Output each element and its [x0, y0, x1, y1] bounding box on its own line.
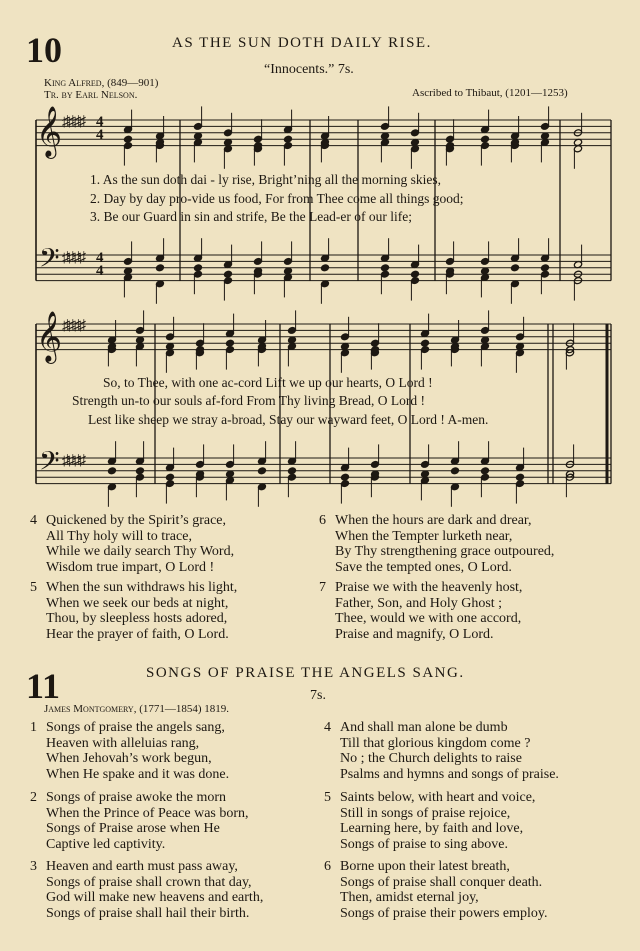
verse-line: Songs of praise shall conquer death. — [340, 874, 543, 890]
verse-number: 6 — [324, 859, 331, 874]
hymn-11-author: James Montgomery, (1771—1854) 1819. — [44, 703, 230, 715]
verse-line: Captive led captivity. — [46, 836, 166, 852]
time-signature — [96, 116, 104, 142]
system1-lyric-line3: 3. Be our Guard in sin and strife, Be the Lead-er of our life; — [90, 209, 413, 224]
verse-line: When the hours are dark and drear, — [335, 513, 532, 528]
time-sig-bottom: 4 — [96, 127, 104, 143]
verse-line: When the Prince of Peace was born, — [46, 805, 249, 821]
verse-line: Thou, by sleepless hosts adored, — [46, 611, 228, 627]
verse-line: All Thy holy will to trace, — [46, 528, 192, 544]
hymn-10-attribution: Ascribed to Thibaut, (1201—1253) — [412, 87, 568, 99]
verse-number: 4 — [30, 513, 37, 528]
treble-clef-icon: 𝄞 — [36, 107, 63, 156]
hymn-10-number: 10 — [26, 30, 62, 70]
hymn-11-meter: 7s. — [310, 688, 326, 703]
system2-lyric-line3: Lest like sheep we stray a-broad, Stay our wayward feet, O Lord ! A-men. — [88, 412, 489, 427]
hymn-11-verse-2 — [30, 790, 320, 852]
verse-line: Hear the prayer of faith, O Lord. — [46, 626, 229, 642]
verse-line: Songs of praise the angels sang, — [46, 720, 225, 735]
verse-line: God will make new heavens and earth, — [46, 890, 264, 906]
verse-line: Save the tempted ones, O Lord. — [335, 559, 512, 575]
verse-number: 4 — [324, 720, 331, 735]
verse-line: Saints below, with heart and voice, — [340, 790, 536, 805]
verse-line: When He spake and it was done. — [46, 766, 230, 782]
verse-line: No ; the Church delights to raise — [340, 751, 522, 767]
hymn-10-title: AS THE SUN DOTH DAILY RISE. — [172, 35, 432, 51]
verse-line: Songs of praise shall hail their birth. — [46, 905, 250, 921]
bass-clef-icon: 𝄢 — [39, 446, 60, 482]
verse-line: Learning here, by faith and love, — [340, 821, 524, 837]
verse-line: Quickened by the Spirit’s grace, — [46, 513, 227, 528]
verse-line: And shall man alone be dumb — [340, 720, 508, 735]
treble-clef-icon: 𝄞 — [36, 312, 63, 361]
hymn-10-verse-6 — [319, 513, 619, 575]
verse-line: While we daily search Thy Word, — [46, 544, 235, 560]
verse-line: Psalms and hymns and songs of praise. — [340, 766, 559, 782]
hymn-10-verse-7 — [319, 580, 619, 642]
verse-number: 6 — [319, 513, 326, 528]
verse-line: Thee, would we with one accord, — [335, 611, 522, 627]
verse-line: When we seek our beds at night, — [46, 595, 229, 611]
verse-number: 7 — [319, 580, 326, 595]
hymn-11-verse-6 — [324, 859, 624, 921]
verse-number: 5 — [30, 580, 37, 595]
hymn-11-verse-3 — [30, 859, 320, 921]
verse-line: By Thy strengthening grace outpoured, — [335, 544, 555, 560]
verse-line: Wisdom true impart, O Lord ! — [46, 559, 215, 575]
hymn-11-verse-5 — [324, 790, 624, 852]
verse-line: When Jehovah’s work begun, — [46, 751, 212, 767]
verse-number: 2 — [30, 790, 37, 805]
verse-line: Still in songs of praise rejoice, — [340, 805, 511, 821]
verse-line: Songs of praise to sing above. — [340, 836, 508, 852]
hymn-11-number: 11 — [26, 666, 61, 706]
verse-line: When the Tempter lurketh near, — [335, 528, 513, 544]
time-sig-top: 4 — [96, 250, 104, 266]
verse-line: Heaven and earth must pass away, — [46, 859, 238, 874]
verse-line: Till that glorious kingdom come ? — [340, 735, 531, 751]
key-signature-sharps: ♯♯♯♯ — [62, 318, 84, 334]
key-signature-sharps: ♯♯♯♯ — [62, 453, 84, 469]
verse-line: Borne upon their latest breath, — [340, 859, 510, 874]
system1-lyric-line1: 1. As the sun doth dai - ly rise, Bright’ning all the morning skies, — [90, 172, 441, 187]
time-sig-bottom: 4 — [96, 263, 104, 279]
hymn-10-author-line2: Tr. by Earl Nelson. — [44, 89, 138, 101]
time-sig-top: 4 — [96, 114, 104, 130]
verse-number: 1 — [30, 720, 37, 735]
verse-line: Father, Son, and Holy Ghost ; — [335, 595, 503, 611]
time-signature — [96, 252, 104, 278]
system2-lyric-line2: Strength un-to our souls af-ford From Thy living Bread, O Lord ! — [72, 393, 425, 408]
verse-line: Songs of praise shall crown that day, — [46, 874, 252, 890]
verse-line: Praise we with the heavenly host, — [335, 580, 523, 595]
verse-number: 5 — [324, 790, 331, 805]
key-signature-sharps: ♯♯♯♯ — [62, 250, 84, 266]
verse-line: Songs of praise their powers employ. — [340, 905, 548, 921]
verse-line: Praise and magnify, O Lord. — [335, 626, 494, 642]
hymn-11-title: SONGS OF PRAISE THE ANGELS SANG. — [146, 665, 465, 681]
hymn-11-verse-4 — [324, 720, 624, 782]
bass-clef-icon: 𝄢 — [39, 243, 60, 279]
notes — [107, 106, 582, 506]
verse-line: Songs of Praise arose when He — [46, 821, 220, 837]
verse-line: When the sun withdraws his light, — [46, 580, 238, 595]
verse-line: Then, amidst eternal joy, — [340, 890, 479, 906]
hymn-11-verse-1 — [30, 720, 320, 782]
verse-number: 3 — [30, 859, 37, 874]
verse-line: Songs of praise awoke the morn — [46, 790, 227, 805]
verse-line: Heaven with alleluias rang, — [46, 735, 200, 751]
system2-lyric-line1: So, to Thee, with one ac-cord Lift we up our hearts, O Lord ! — [103, 375, 433, 390]
hymn-10-verse-4 — [30, 513, 320, 575]
key-signature-sharps: ♯♯♯♯ — [62, 114, 84, 130]
hymn-10-author-line1: King Alfred, (849—901) — [44, 77, 159, 89]
hymn-10-tune: “Innocents.” 7s. — [264, 62, 354, 77]
system1-lyric-line2: 2. Day by day pro-vide us food, For from Thee come all things good; — [90, 191, 464, 206]
hymn-10-verse-5 — [30, 580, 320, 642]
